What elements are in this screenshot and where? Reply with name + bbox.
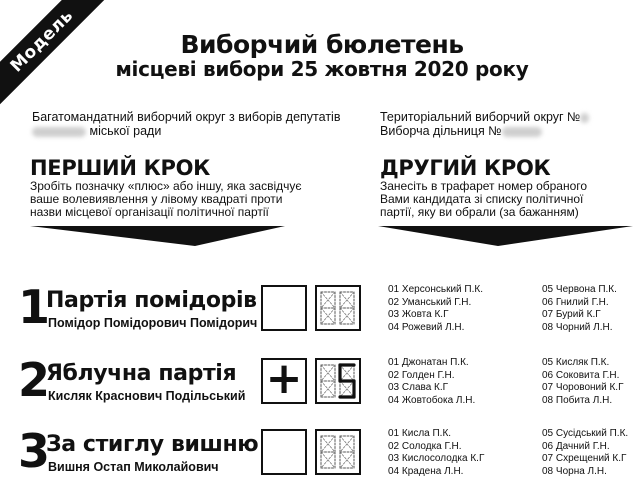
step1-heading: ПЕРШИЙ КРОК xyxy=(30,156,210,180)
step1-arrow xyxy=(30,224,285,248)
candidate-number-stencil[interactable] xyxy=(315,358,361,404)
district-left-line2 xyxy=(32,124,362,138)
candidate-item: 08 Чорний Л.Н. xyxy=(542,321,613,333)
stencil-grid-icon xyxy=(317,287,359,329)
candidate-list-a xyxy=(388,357,475,407)
party-number: 2 xyxy=(18,353,51,407)
candidate-list-a xyxy=(388,428,484,478)
party-row xyxy=(0,282,644,344)
candidate-item: 07 Чоровоний К.Г xyxy=(542,382,624,393)
candidate-list-b xyxy=(542,357,624,407)
district-right-line1 xyxy=(380,110,630,124)
district-info-left xyxy=(32,110,362,138)
party-number: 1 xyxy=(18,280,51,334)
ballot-title: Виборчий бюлетень xyxy=(180,30,464,59)
party-mark-box[interactable] xyxy=(261,429,307,475)
ballot-subtitle: місцеві вибори 25 жовтня 2020 року xyxy=(115,57,529,81)
step2-instruction: Занесіть в трафарет номер обраного Вами кандидата зі списку політичної партії, яку ви обрали (за бажанням) xyxy=(380,179,588,219)
candidate-item: 01 Джонатан П.К. xyxy=(388,357,469,368)
party-name: Яблучна партія xyxy=(46,361,237,386)
party-mark-box[interactable] xyxy=(261,353,307,404)
candidate-item: 05 Червона П.К. xyxy=(542,284,617,295)
step2-heading: ДРУГИЙ КРОК xyxy=(380,156,551,180)
candidate-item: 05 Кисляк П.К. xyxy=(542,357,610,368)
candidate-item: 06 Гнилий Г.Н. xyxy=(542,296,609,308)
candidate-number-stencil[interactable] xyxy=(315,285,361,331)
candidate-item: 01 Кисла П.К. xyxy=(388,428,452,439)
candidate-item: 03 Слава К.Г xyxy=(388,382,449,393)
candidate-item: 04 Крадена Л.Н. xyxy=(388,465,464,477)
party-name: Партія помідорів xyxy=(46,288,257,313)
step2-arrow xyxy=(378,224,633,248)
candidate-item: 04 Рожевий Л.Н. xyxy=(388,321,465,333)
party-mark-box[interactable] xyxy=(261,285,307,331)
candidate-item: 03 Жовта К.Г xyxy=(388,309,449,320)
stencil-grid-icon xyxy=(317,431,359,473)
candidate-item: 05 Сусідський П.К. xyxy=(542,428,629,439)
candidate-item: 07 Бурий К.Г xyxy=(542,309,601,320)
step1-instruction: Зробіть позначку «плюс» або іншу, яка засвідчує ваше волевиявлення у лівому квадраті проти назви місцевої організації політичної партії xyxy=(30,179,302,219)
redacted-station-number xyxy=(502,127,542,137)
candidate-item: 08 Побита Л.Н. xyxy=(542,394,613,406)
candidate-item: 02 Голден Г.Н. xyxy=(388,369,455,381)
party-number: 3 xyxy=(18,424,51,478)
candidate-item: 07 Схрещений К.Г xyxy=(542,453,627,464)
candidate-number-stencil[interactable] xyxy=(315,429,361,475)
party-row xyxy=(0,355,644,417)
candidate-item: 02 Солодка Г.Н. xyxy=(388,440,462,452)
candidate-item: 02 Уманський Г.Н. xyxy=(388,296,472,308)
redacted-district-number xyxy=(580,113,589,123)
district-left-line1: Багатомандатний виборчий округ з виборів депутатів xyxy=(32,110,341,124)
candidate-item: 03 Кислосолодка К.Г xyxy=(388,453,485,464)
district-left-line2-suffix: міської ради xyxy=(89,124,162,138)
party-mark: + xyxy=(265,353,303,404)
territorial-district-label: Територіальний виборчий округ № xyxy=(380,110,581,124)
party-row xyxy=(0,426,644,485)
candidate-list-b xyxy=(542,428,628,478)
candidate-list-a xyxy=(388,284,483,334)
candidate-item: 06 Дачний Г.Н. xyxy=(542,440,610,452)
candidate-list-b xyxy=(542,284,617,334)
candidate-item: 01 Херсонський П.К. xyxy=(388,284,483,295)
polling-station-label: Виборча дільниця № xyxy=(380,124,502,138)
party-leader: Кисляк Краснович Подільський xyxy=(48,389,246,403)
candidate-item: 04 Жовтобока Л.Н. xyxy=(388,394,476,406)
party-name: За стиглу вишню xyxy=(46,432,259,457)
district-info-right xyxy=(380,110,630,138)
candidate-item: 08 Чорна Л.Н. xyxy=(542,465,607,477)
stencil-grid-icon xyxy=(317,360,359,402)
redacted-council-name xyxy=(32,127,86,137)
model-ribbon-label: Модель xyxy=(0,0,109,108)
party-leader: Помідор Помідорович Помідорич xyxy=(48,316,258,330)
candidate-item: 06 Соковита Г.Н. xyxy=(542,369,620,381)
party-leader: Вишня Остап Миколайович xyxy=(48,460,219,474)
district-right-line2 xyxy=(380,124,630,138)
